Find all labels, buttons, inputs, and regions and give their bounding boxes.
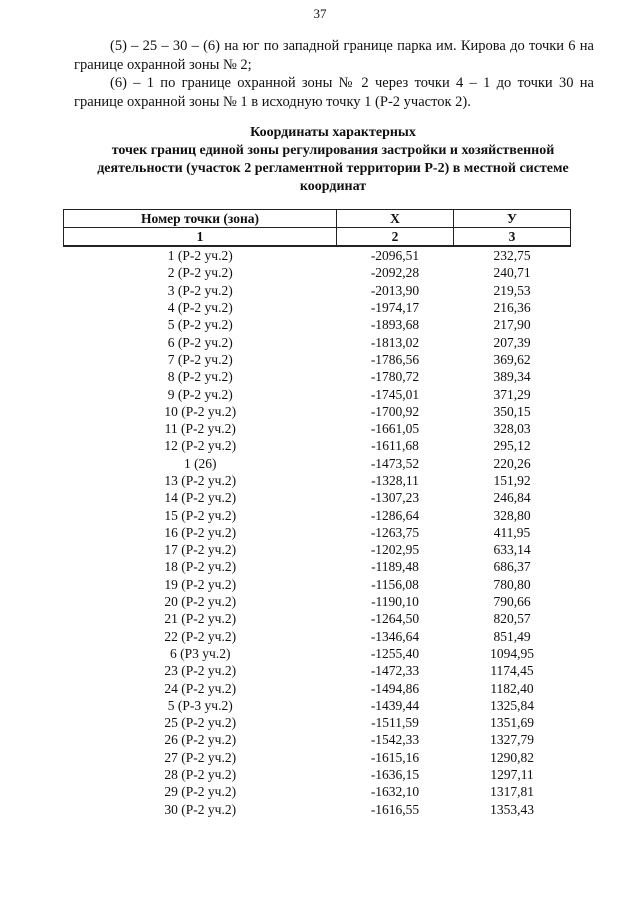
cell-point-number: 4 (Р-2 уч.2) bbox=[64, 299, 337, 316]
cell-y: 232,75 bbox=[493, 248, 531, 264]
cell-y: 780,80 bbox=[493, 576, 531, 592]
cell-point-number: 27 (Р-2 уч.2) bbox=[64, 749, 337, 766]
cell-point-number: 29 (Р-2 уч.2) bbox=[64, 783, 337, 800]
table-row bbox=[64, 472, 571, 489]
cell-x: -1494,86 bbox=[370, 680, 420, 696]
cell-y: 219,53 bbox=[493, 282, 531, 298]
cell-y: 328,03 bbox=[493, 421, 531, 437]
cell-y: 371,29 bbox=[493, 386, 531, 402]
cell-y: 1297,11 bbox=[490, 767, 534, 783]
cell-y: 633,14 bbox=[493, 542, 531, 558]
table-row bbox=[64, 558, 571, 575]
table-row bbox=[64, 662, 571, 679]
cell-x: -1264,50 bbox=[370, 611, 420, 627]
cell-point-number: 14 (Р-2 уч.2) bbox=[64, 489, 337, 506]
column-number: 1 bbox=[64, 228, 337, 247]
table-row bbox=[64, 766, 571, 783]
table-row bbox=[64, 368, 571, 385]
cell-point-number: 11 (Р-2 уч.2) bbox=[64, 420, 337, 437]
cell-y: 350,15 bbox=[493, 403, 531, 419]
cell-y: 686,37 bbox=[493, 559, 531, 575]
cell-y: 1353,43 bbox=[490, 801, 534, 817]
table-row bbox=[64, 282, 571, 299]
table-row bbox=[64, 455, 571, 472]
cell-x: -2013,90 bbox=[370, 282, 420, 298]
cell-x: -1473,52 bbox=[370, 455, 420, 471]
heading-line: координат bbox=[299, 179, 367, 194]
cell-y: 1325,84 bbox=[490, 697, 534, 713]
cell-x: -1307,23 bbox=[370, 490, 420, 506]
cell-point-number: 5 (Р-3 уч.2) bbox=[64, 697, 337, 714]
table-row bbox=[64, 506, 571, 523]
cell-x: -1263,75 bbox=[370, 524, 420, 540]
heading-line: точек границ единой зоны регулирования застройки и хозяйственной bbox=[111, 143, 555, 158]
cell-x: -1472,33 bbox=[370, 663, 420, 679]
cell-point-number: 18 (Р-2 уч.2) bbox=[64, 558, 337, 575]
cell-x: -1286,64 bbox=[370, 507, 420, 523]
cell-point-number: 23 (Р-2 уч.2) bbox=[64, 662, 337, 679]
cell-point-number: 17 (Р-2 уч.2) bbox=[64, 541, 337, 558]
cell-point-number: 1 (Р-2 уч.2) bbox=[64, 246, 337, 264]
cell-x: -1202,95 bbox=[370, 542, 420, 558]
cell-x: -1632,10 bbox=[370, 784, 420, 800]
paragraph-route-6-1 bbox=[74, 74, 594, 112]
cell-point-number: 7 (Р-2 уч.2) bbox=[64, 351, 337, 368]
table-header-row bbox=[64, 210, 571, 228]
cell-x: -1813,02 bbox=[370, 334, 420, 350]
table-row bbox=[64, 420, 571, 437]
table-row bbox=[64, 628, 571, 645]
cell-point-number: 6 (Р-2 уч.2) bbox=[64, 333, 337, 350]
table-row bbox=[64, 576, 571, 593]
cell-point-number: 13 (Р-2 уч.2) bbox=[64, 472, 337, 489]
cell-point-number: 6 (Р3 уч.2) bbox=[64, 645, 337, 662]
cell-y: 207,39 bbox=[493, 334, 531, 350]
table-row bbox=[64, 299, 571, 316]
cell-y: 295,12 bbox=[493, 438, 531, 454]
cell-x: -1616,55 bbox=[370, 801, 420, 817]
cell-y: 1327,79 bbox=[490, 732, 534, 748]
table-row bbox=[64, 316, 571, 333]
cell-point-number: 25 (Р-2 уч.2) bbox=[64, 714, 337, 731]
cell-x: -2096,51 bbox=[370, 248, 420, 264]
table-row bbox=[64, 524, 571, 541]
cell-point-number: 22 (Р-2 уч.2) bbox=[64, 628, 337, 645]
cell-y: 411,95 bbox=[493, 524, 531, 540]
cell-y: 851,49 bbox=[493, 628, 531, 644]
paragraph-route-5-6 bbox=[74, 37, 594, 75]
table-row bbox=[64, 714, 571, 731]
table-column-number-row bbox=[64, 228, 571, 247]
cell-y: 389,34 bbox=[493, 369, 531, 385]
cell-x: -1615,16 bbox=[370, 749, 420, 765]
cell-y: 1317,81 bbox=[490, 784, 534, 800]
cell-y: 151,92 bbox=[493, 473, 531, 488]
cell-point-number: 28 (Р-2 уч.2) bbox=[64, 766, 337, 783]
cell-y: 240,71 bbox=[493, 265, 531, 281]
cell-point-number: 24 (Р-2 уч.2) bbox=[64, 679, 337, 696]
cell-x: -1255,40 bbox=[370, 645, 420, 661]
coordinates-table-wrapper bbox=[63, 209, 570, 818]
cell-x: -1189,48 bbox=[371, 559, 419, 575]
table-row bbox=[64, 783, 571, 800]
cell-point-number: 8 (Р-2 уч.2) bbox=[64, 368, 337, 385]
cell-x: -1786,56 bbox=[370, 351, 420, 367]
section-heading bbox=[60, 124, 606, 196]
cell-point-number: 3 (Р-2 уч.2) bbox=[64, 282, 337, 299]
cell-x: -1636,15 bbox=[370, 767, 420, 783]
cell-x: -1439,44 bbox=[370, 697, 420, 713]
table-row bbox=[64, 645, 571, 662]
paragraph-text: (6) – 1 по границе охранной зоны № 2 через точки 4 – 1 до точки 30 на границе охранной зоны № 1 в исходную точку 1 (Р-2 участок 2). bbox=[74, 75, 594, 110]
cell-x: -1700,92 bbox=[370, 403, 420, 419]
cell-x: -1893,68 bbox=[370, 317, 420, 333]
cell-point-number: 10 (Р-2 уч.2) bbox=[64, 403, 337, 420]
cell-y: 1351,69 bbox=[490, 715, 534, 731]
table-row bbox=[64, 489, 571, 506]
cell-y: 328,80 bbox=[493, 507, 531, 523]
cell-x: -1156,08 bbox=[371, 576, 419, 592]
table-row bbox=[64, 801, 571, 818]
table-row bbox=[64, 264, 571, 281]
table-row bbox=[64, 697, 571, 714]
cell-x: -2092,28 bbox=[370, 265, 420, 281]
page-number: 37 bbox=[313, 6, 327, 21]
cell-point-number: 16 (Р-2 уч.2) bbox=[64, 524, 337, 541]
cell-x: -1328,11 bbox=[371, 473, 419, 488]
heading-line: Координаты характерных bbox=[250, 125, 416, 140]
cell-point-number: 5 (Р-2 уч.2) bbox=[64, 316, 337, 333]
coordinates-table bbox=[63, 209, 571, 818]
cell-y: 220,26 bbox=[493, 455, 531, 471]
cell-x: -1511,59 bbox=[371, 715, 419, 731]
table-row bbox=[64, 749, 571, 766]
cell-x: -1190,10 bbox=[371, 594, 419, 610]
header-x: Х bbox=[337, 210, 454, 228]
cell-y: 216,36 bbox=[493, 300, 531, 316]
cell-x: -1745,01 bbox=[370, 386, 420, 402]
column-number: 2 bbox=[337, 228, 454, 247]
table-row bbox=[64, 731, 571, 748]
heading-line: деятельности (участок 2 регламентной территории Р-2) в местной системе bbox=[97, 161, 569, 176]
column-number: 3 bbox=[454, 228, 571, 247]
cell-y: 790,66 bbox=[493, 594, 531, 610]
cell-y: 217,90 bbox=[493, 317, 531, 333]
cell-y: 369,62 bbox=[493, 351, 531, 367]
cell-point-number: 19 (Р-2 уч.2) bbox=[64, 576, 337, 593]
cell-y: 820,57 bbox=[493, 611, 531, 627]
cell-y: 1094,95 bbox=[490, 645, 534, 661]
table-row bbox=[64, 679, 571, 696]
table-row bbox=[64, 351, 571, 368]
cell-y: 1174,45 bbox=[490, 663, 534, 679]
table-row bbox=[64, 385, 571, 402]
table-row bbox=[64, 246, 571, 264]
header-point-number: Номер точки (зона) bbox=[64, 210, 337, 228]
cell-point-number: 9 (Р-2 уч.2) bbox=[64, 385, 337, 402]
cell-point-number: 2 (Р-2 уч.2) bbox=[64, 264, 337, 281]
table-body bbox=[64, 246, 571, 818]
cell-point-number: 21 (Р-2 уч.2) bbox=[64, 610, 337, 627]
cell-point-number: 12 (Р-2 уч.2) bbox=[64, 437, 337, 454]
paragraph-text: (5) – 25 – 30 – (6) на юг по западной границе парка им. Кирова до точки 6 на границе охранной зоны № 2; bbox=[74, 38, 594, 73]
cell-point-number: 26 (Р-2 уч.2) bbox=[64, 731, 337, 748]
table-row bbox=[64, 610, 571, 627]
cell-point-number: 1 (26) bbox=[64, 455, 337, 472]
table-row bbox=[64, 593, 571, 610]
header-y: У bbox=[454, 210, 571, 228]
cell-y: 1182,40 bbox=[490, 680, 534, 696]
cell-y: 1290,82 bbox=[490, 749, 534, 765]
table-row bbox=[64, 437, 571, 454]
cell-x: -1661,05 bbox=[370, 421, 420, 437]
cell-point-number: 15 (Р-2 уч.2) bbox=[64, 506, 337, 523]
cell-x: -1974,17 bbox=[370, 300, 420, 316]
cell-x: -1542,33 bbox=[370, 732, 420, 748]
cell-x: -1611,68 bbox=[371, 438, 419, 454]
cell-x: -1780,72 bbox=[370, 369, 420, 385]
cell-x: -1346,64 bbox=[370, 628, 420, 644]
table-row bbox=[64, 403, 571, 420]
table-row bbox=[64, 333, 571, 350]
cell-point-number: 20 (Р-2 уч.2) bbox=[64, 593, 337, 610]
table-row bbox=[64, 541, 571, 558]
cell-y: 246,84 bbox=[493, 490, 531, 506]
cell-point-number: 30 (Р-2 уч.2) bbox=[64, 801, 337, 818]
